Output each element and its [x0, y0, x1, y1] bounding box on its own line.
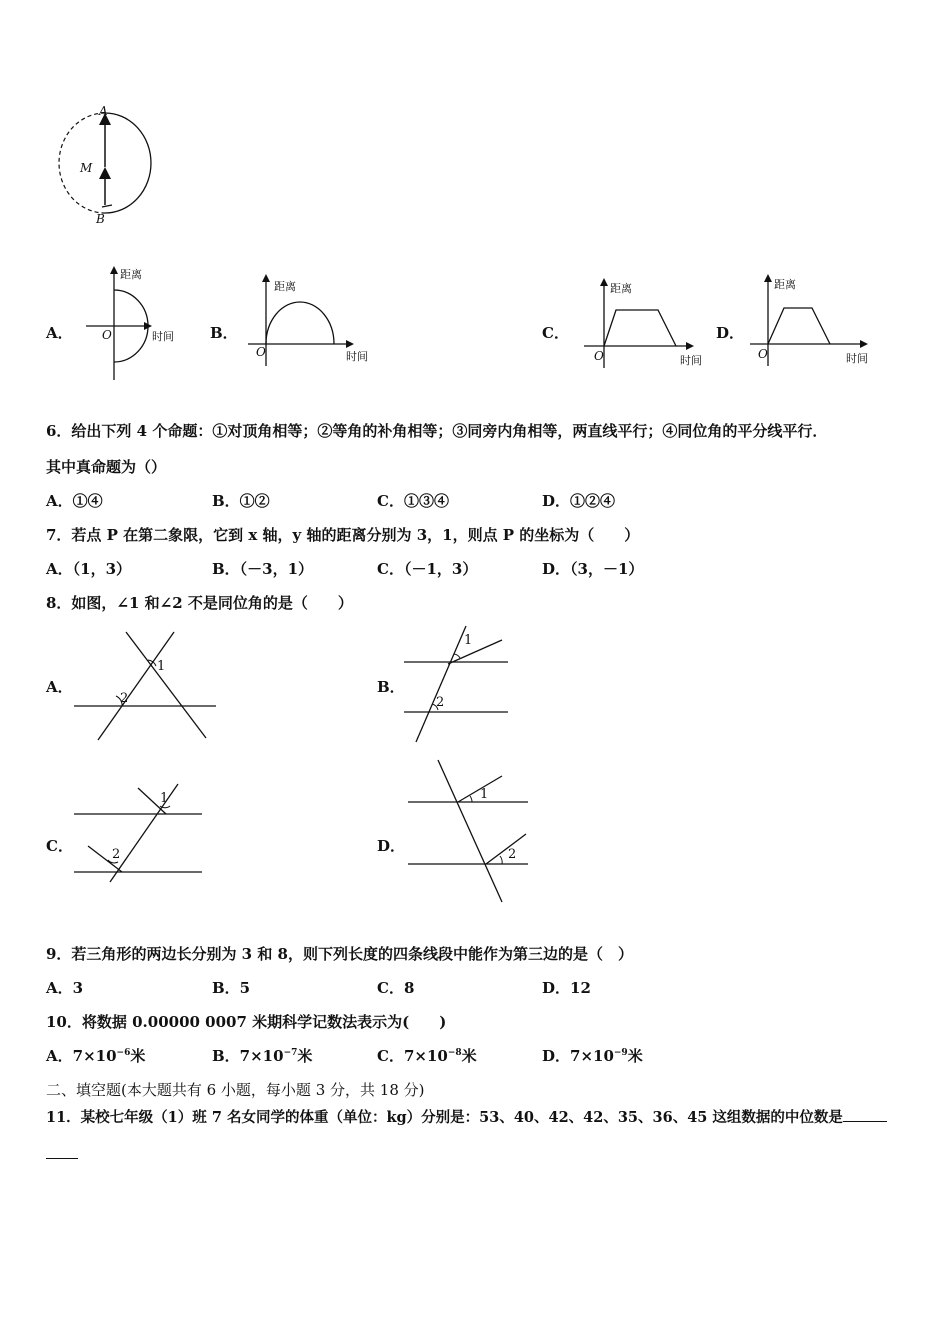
question-8-figure-b	[400, 622, 516, 746]
section-2-title: 二、填空题(本大题共有 6 小题，每小题 3 分，共 18 分)	[46, 1081, 425, 1099]
q10-c-exponent: −8	[447, 1048, 462, 1058]
graph-option-a-letter: A．	[46, 324, 73, 342]
question-8-figure-c	[70, 780, 210, 884]
question-10-option-b	[212, 1046, 312, 1066]
q10-d-unit: 米	[627, 1047, 643, 1065]
question-8-figure-a	[70, 628, 220, 744]
graph-b-distance-label: 距离	[274, 280, 296, 293]
q10-a-base: A．7×10	[46, 1047, 117, 1065]
question-6-option-a: A．①④	[46, 492, 103, 510]
q8-a-angle-2: 2	[120, 691, 129, 706]
graph-b-curve	[266, 302, 334, 344]
q8-d-angle-2: 2	[508, 847, 517, 862]
graph-c-time-label: 时间	[680, 354, 702, 367]
graph-c-distance-label: 距离	[610, 282, 632, 295]
graph-c-curve	[604, 310, 676, 346]
question-10-option-a	[46, 1046, 145, 1066]
question-8-stem: 8．如图，∠1 和∠2 不是同位角的是（ ）	[46, 594, 353, 612]
answer-blank-continued[interactable]	[46, 1158, 78, 1159]
graph-option-b-letter: B．	[210, 324, 238, 342]
question-9-option-a: A．3	[46, 979, 84, 997]
question-9-stem: 9．若三角形的两边长分别为 3 和 8，则下列长度的四条线段中能作为第三边的是（ ）	[46, 945, 633, 963]
answer-blank[interactable]	[843, 1107, 887, 1122]
graph-d-origin: O	[758, 347, 768, 361]
graph-d-distance-label: 距离	[774, 278, 796, 291]
graph-option-c	[580, 276, 710, 372]
question-7-option-b: B．（－3，1）	[212, 560, 314, 578]
graph-option-a	[80, 262, 190, 384]
q8-b-angle-2: 2	[436, 695, 445, 710]
point-b-label: B	[96, 212, 105, 226]
q8-c-angle-2: 2	[112, 847, 121, 862]
question-10-option-d	[542, 1046, 643, 1066]
question-9-option-c: C．8	[377, 979, 415, 997]
question-8-figure-d	[404, 756, 534, 906]
q10-a-exponent: −6	[116, 1048, 131, 1058]
q10-b-unit: 米	[297, 1047, 313, 1065]
graph-option-b	[244, 272, 384, 368]
graph-a-distance-label: 距离	[120, 268, 142, 281]
graph-option-d-letter: D．	[716, 324, 745, 342]
graph-option-c-letter: C．	[542, 324, 569, 342]
q8-d-angle-1: 1	[480, 787, 489, 802]
q10-d-exponent: −9	[613, 1048, 628, 1058]
question-10-stem: 10．将数据 0.00000 0007 米期科学记数法表示为( )	[46, 1013, 447, 1031]
graph-d-curve	[768, 308, 830, 344]
point-m-label: M	[80, 161, 93, 175]
question-7-option-d: D．（3，－1）	[542, 560, 644, 578]
question-6-option-c: C．①③④	[377, 492, 449, 510]
question-11-text: 11．某校七年级（1）班 7 名女同学的体重（单位：kg）分别是：53、40、42、42、35、36、45 这组数据的中位数是	[46, 1109, 843, 1126]
arrow-b-tick	[102, 205, 112, 207]
circle-solid-arc	[105, 113, 151, 213]
question-7-option-a: A．（1，3）	[46, 560, 132, 578]
q10-c-unit: 米	[461, 1047, 477, 1065]
question-10-option-c	[377, 1046, 477, 1066]
q10-d-base: D．7×10	[542, 1047, 614, 1065]
q10-b-exponent: −7	[283, 1048, 298, 1058]
graph-option-d	[746, 272, 876, 368]
graph-b-origin: O	[256, 345, 266, 359]
q8-c-angle-1: 1	[160, 791, 169, 806]
q8-a-angle-1: 1	[157, 659, 166, 674]
question-9-option-d: D．12	[542, 979, 591, 997]
question-9-option-b: B．5	[212, 979, 251, 997]
q8-b-angle-1: 1	[464, 633, 473, 648]
question-6-option-b: B．①②	[212, 492, 270, 510]
graph-a-time-label: 时间	[152, 330, 174, 343]
graph-c-origin: O	[594, 349, 604, 363]
question-6-stem: 6．给出下列 4 个命题：①对顶角相等；②等角的补角相等；③同旁内角相等，两直线平行；④同位角的平分线平行．	[46, 422, 828, 440]
question-6-stem-2: 其中真命题为（）	[46, 458, 167, 476]
question-8-option-d-letter: D．	[377, 837, 406, 855]
question-6-option-d: D．①②④	[542, 492, 616, 510]
graph-d-time-label: 时间	[846, 352, 868, 365]
q10-a-unit: 米	[130, 1047, 146, 1065]
question-7-stem: 7．若点 P 在第二象限，它到 x 轴，y 轴的距离分别为 3，1，则点 P 的坐标为（ ）	[46, 526, 640, 544]
graph-b-time-label: 时间	[346, 350, 368, 363]
question-8-option-a-letter: A．	[46, 678, 73, 696]
point-a-label: A	[99, 104, 108, 118]
graph-a-origin: O	[102, 328, 112, 342]
circle-figure	[40, 95, 170, 235]
question-8-option-c-letter: C．	[46, 837, 73, 855]
q10-c-base: C．7×10	[377, 1047, 448, 1065]
question-8-option-b-letter: B．	[377, 678, 405, 696]
question-11-stem	[46, 1107, 887, 1128]
question-7-option-c: C．（－1，3）	[377, 560, 478, 578]
q10-b-base: B．7×10	[212, 1047, 284, 1065]
